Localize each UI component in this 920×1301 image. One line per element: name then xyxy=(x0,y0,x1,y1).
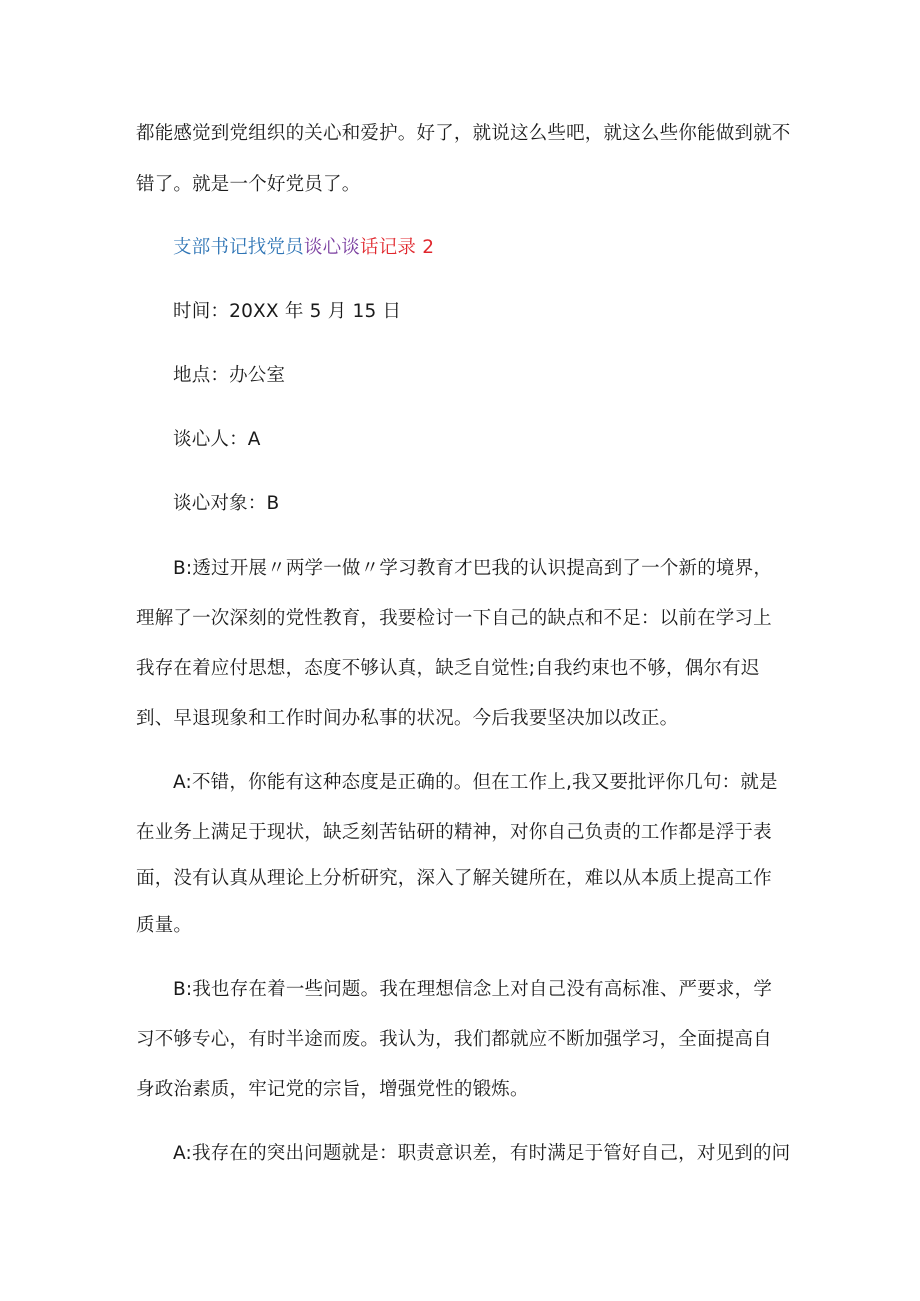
paragraph-line: B:我也存在着一些问题。我在理想信念上对自己没有高标准、严要求，学 xyxy=(173,979,773,1000)
paragraph-line: A:不错，你能有这种态度是正确的。但在工作上,我又要批评你几句：就是 xyxy=(173,772,778,793)
paragraph-line: B:透过开展〃两学一做〃学习教育才巴我的认识提高到了一个新的境界， xyxy=(173,558,773,579)
meta-place: 地点：办公室 xyxy=(173,365,286,386)
paragraph-line: 到、早退现象和工作时间办私事的状况。今后我要坚决加以改正。 xyxy=(136,708,679,729)
paragraph-line: 身政治素质，牢记党的宗旨，增强党性的锻炼。 xyxy=(136,1079,529,1100)
meta-talker: 谈心人：A xyxy=(173,429,261,450)
meta-time: 时间：20XX 年 5 月 15 日 xyxy=(173,301,402,322)
paragraph-line: 理解了一次深刻的党性教育，我要检讨一下自己的缺点和不足：以前在学习上 xyxy=(136,608,772,629)
title-part: 支部书记找党员 xyxy=(173,237,304,258)
intro-line: 错了。就是一个好党员了。 xyxy=(136,174,361,195)
meta-target: 谈心对象：B xyxy=(173,493,280,514)
paragraph-line: 我存在着应付思想，态度不够认真，缺乏自觉性;自我约束也不够，偶尔有迟 xyxy=(136,658,760,679)
paragraph-line: 面，没有认真从理论上分析研究，深入了解关键所在，难以从本质上提高工作 xyxy=(136,868,772,889)
paragraph-line: 在业务上满足于现状，缺乏刻苦钻研的精神，对你自己负责的工作都是浮于表 xyxy=(136,822,772,843)
paragraph-line: 质量。 xyxy=(136,915,193,936)
paragraph-line: 习不够专心，有时半途而废。我认为，我们都就应不断加强学习，全面提高自 xyxy=(136,1029,772,1050)
section-title xyxy=(173,235,434,261)
title-part: 谈心谈 xyxy=(303,237,361,258)
title-part: 话记录 2 xyxy=(360,237,435,258)
paragraph-line: A:我存在的突出问题就是：职责意识差，有时满足于管好自己，对见到的问 xyxy=(173,1143,791,1164)
intro-line: 都能感觉到党组织的关心和爱护。好了，就说这么些吧，就这么些你能做到就不 xyxy=(136,123,791,144)
